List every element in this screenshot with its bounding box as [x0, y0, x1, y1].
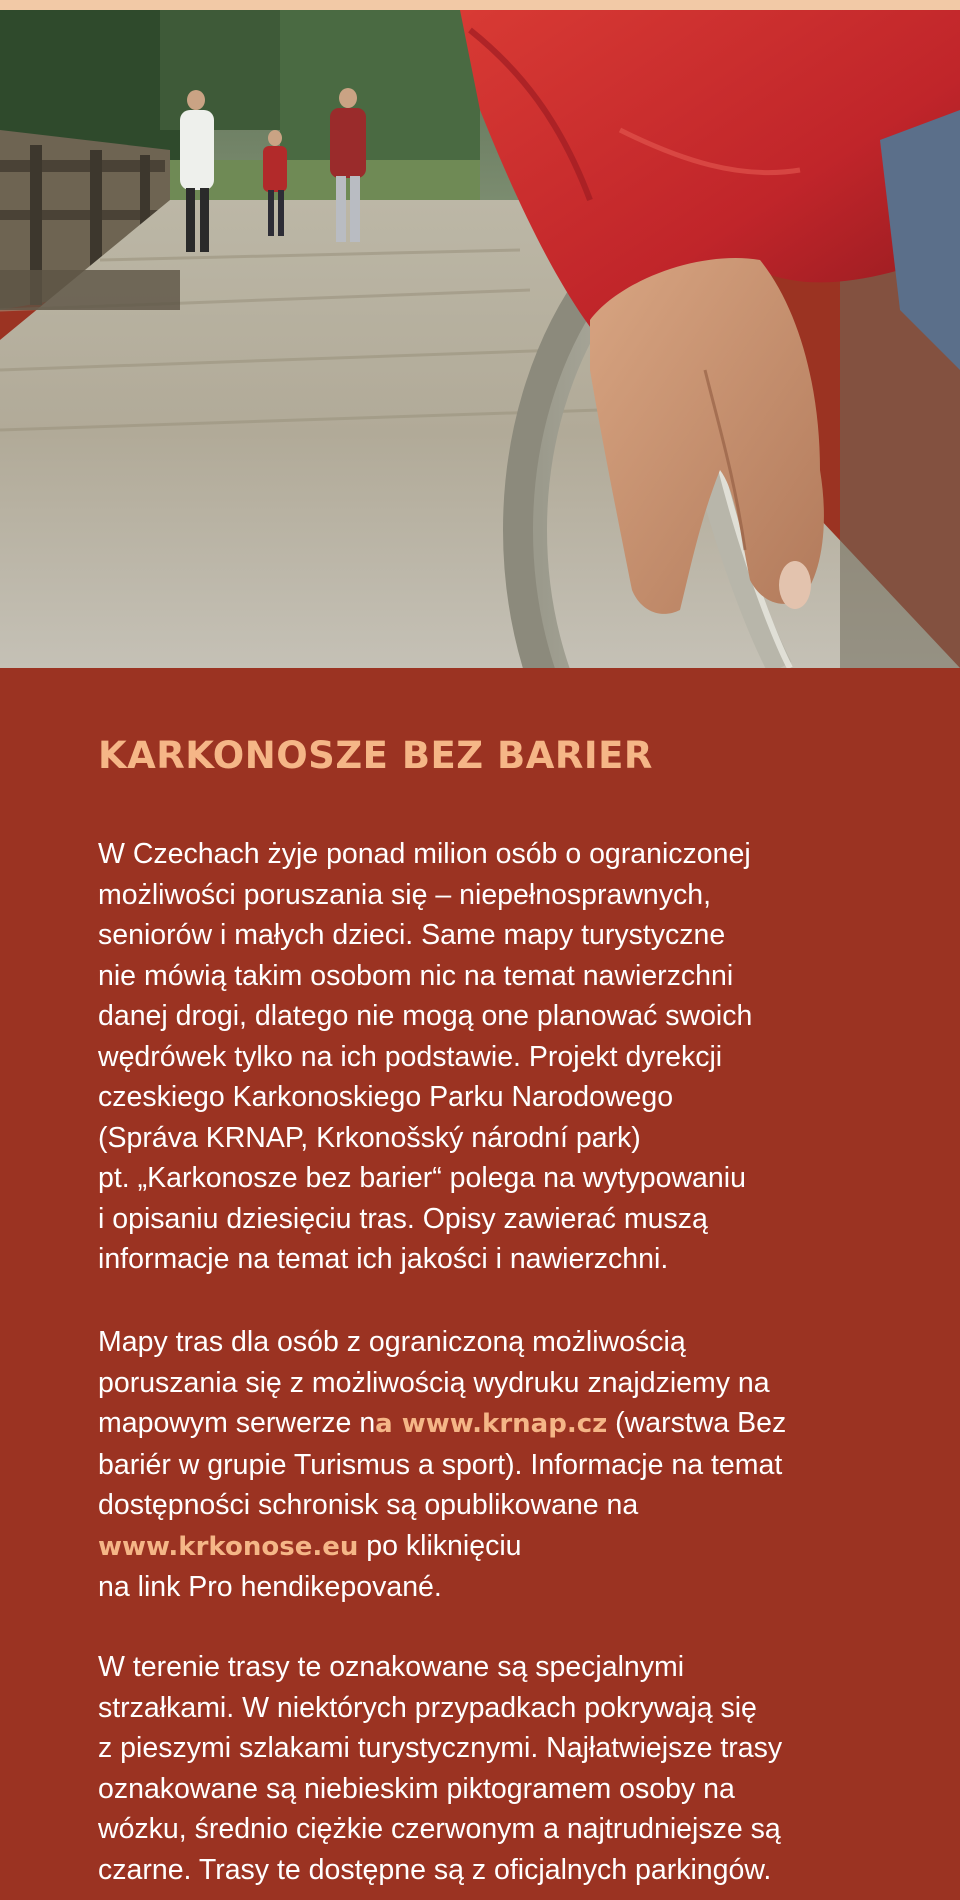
link-krkonose[interactable]: www.krkonose.eu — [98, 1531, 359, 1562]
text-line: seniorów i małych dzieci. Same mapy turystyczne — [98, 919, 726, 951]
text-line: wózku, średnio ciężkie czerwonym a najtrudniejsze są — [98, 1813, 781, 1845]
text-line: W terenie trasy te oznakowane są specjalnymi — [98, 1651, 685, 1683]
paragraph-intro — [98, 834, 898, 1280]
text-line: na link Pro hendikepované. — [98, 1571, 442, 1603]
text-line: poruszania się z możliwością wydruku znajdziemy na — [98, 1366, 770, 1399]
text-fragment: mapowym serwerze n — [98, 1407, 376, 1439]
text-line: bariér w grupie Turismus a sport). Informacje na temat — [98, 1448, 783, 1481]
text-line: i opisaniu dziesięciu tras. Opisy zawierać muszą — [98, 1202, 708, 1235]
text-line: pt. „Karkonosze bez barier“ polega na wytypowaniu — [98, 1162, 746, 1194]
text-line: nie mówią takim osobom nic na temat nawierzchni — [98, 959, 734, 992]
text-fragment: po kliknięciu — [358, 1529, 522, 1562]
text-line: Mapy tras dla osób z ograniczoną możliwością — [98, 1326, 686, 1358]
text-line: (Správa KRNAP, Krkonošský národní park) — [98, 1121, 641, 1154]
paragraph-maps — [98, 1322, 898, 1608]
text-line: danej drogi, dlatego nie mogą one planować swoich — [98, 1000, 753, 1032]
link-krnap[interactable]: a www.krnap.cz — [375, 1409, 608, 1439]
content-panel — [0, 668, 960, 1900]
paragraph-trail-markings — [98, 1647, 898, 1890]
text-line: czarne. Trasy te dostępne są z oficjalnych parkingów. — [98, 1853, 772, 1886]
top-decorative-strip — [0, 0, 960, 10]
text-line — [98, 1526, 898, 1568]
header-photo-wheelchair-on-path — [0, 10, 960, 668]
photo-illustration — [0, 10, 960, 668]
text-fragment: (warstwa Bez — [607, 1407, 787, 1439]
page-title: KARKONOSZE BEZ BARIER — [98, 734, 653, 777]
text-line: informacje na temat ich jakości i nawierzchni. — [98, 1243, 669, 1275]
text-line — [98, 1403, 898, 1445]
text-line: oznakowane są niebieskim piktogramem osoby na — [98, 1772, 735, 1805]
text-line: dostępności schronisk są opublikowane na — [98, 1489, 639, 1521]
text-line: możliwości poruszania się – niepełnosprawnych, — [98, 878, 712, 911]
text-line: strzałkami. W niektórych przypadkach pokrywają się — [98, 1691, 757, 1724]
text-line: wędrówek tylko na ich podstawie. Projekt dyrekcji — [98, 1040, 723, 1073]
text-line: W Czechach żyje ponad milion osób o ograniczonej — [98, 838, 751, 870]
text-line: z pieszymi szlakami turystycznymi. Najłatwiejsze trasy — [98, 1732, 783, 1764]
text-line: czeskiego Karkonoskiego Parku Narodowego — [98, 1081, 674, 1113]
